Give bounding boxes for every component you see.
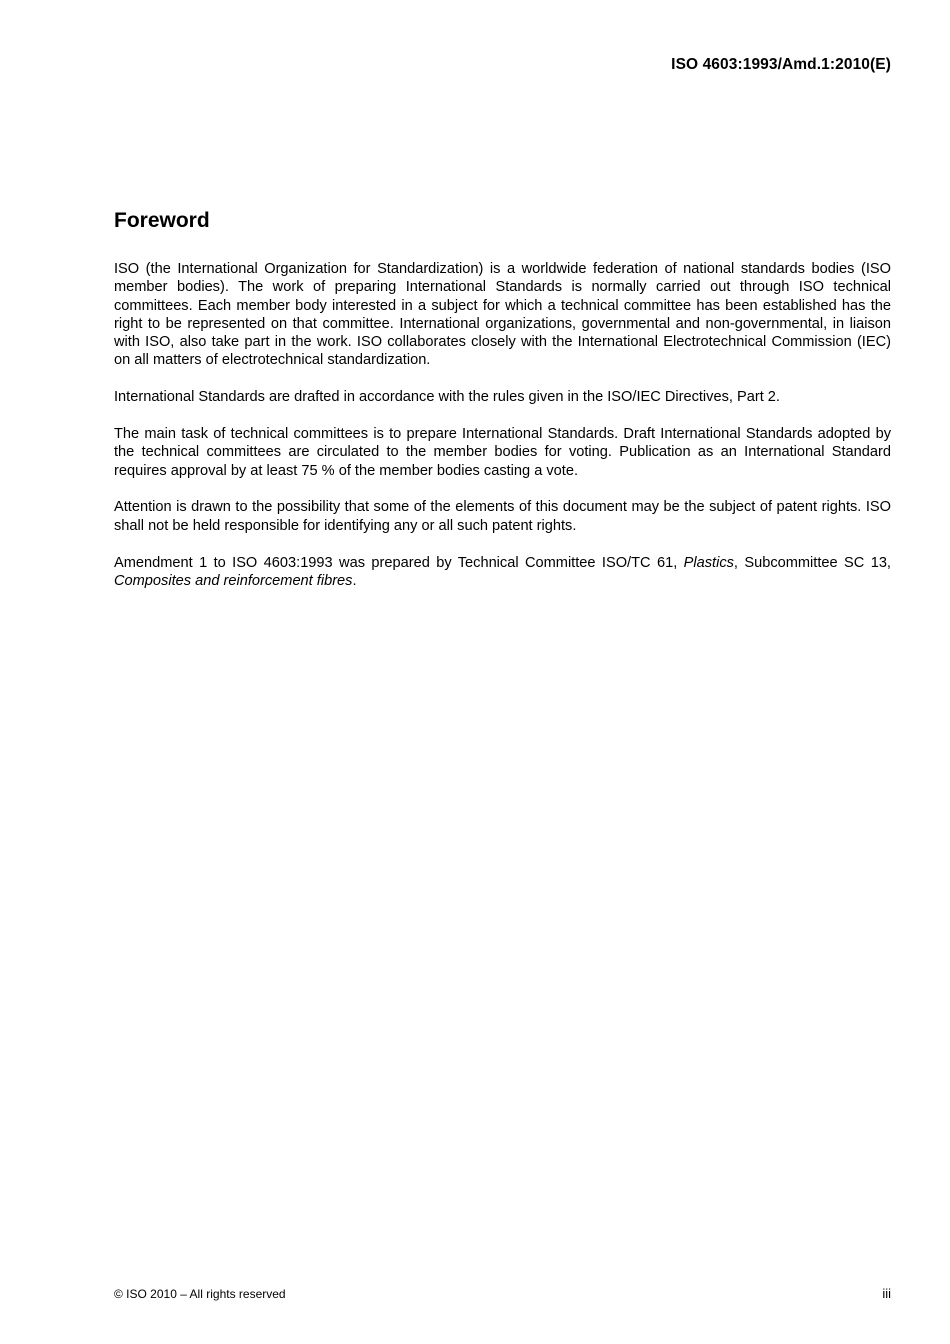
- paragraph-committee-task: The main task of technical committees is to prepare International Standards. Draft International Standards adopted by the technical committees are circulated to the member bodies for voting. Publication as an International Standard requires approval by at least 75 % of the member bodies casting a vote.: [114, 426, 891, 479]
- paragraph-amendment-info: [114, 554, 891, 591]
- page-title: Foreword: [114, 209, 210, 232]
- foreword-body: [114, 260, 891, 609]
- paragraph-iso-description: ISO (the International Organization for Standardization) is a worldwide federation of national standards bodies (ISO member bodies). The work of preparing International Standards is normally carried out through ISO technical committees. Each member body interested in a subject for which a technical committee has been established has the right to be represented on that committee. International organizations, governmental and non-governmental, in liaison with ISO, also take part in the work. ISO collaborates closely with the International Electrotechnical Commission (IEC) on all matters of electrotechnical standardization.: [114, 261, 891, 369]
- paragraph-patent-rights: Attention is drawn to the possibility that some of the elements of this document may be the subject of patent rights. ISO shall not be held responsible for identifying any or all such patent rights.: [114, 499, 891, 534]
- amendment-text-part3: .: [352, 572, 357, 589]
- paragraph-drafting-rules: International Standards are drafted in accordance with the rules given in the ISO/IEC Directives, Part 2.: [114, 389, 780, 406]
- amendment-subcommittee-name: Composites and reinforcement fibres: [114, 572, 353, 589]
- footer-page-number: iii: [882, 1286, 891, 1301]
- amendment-text-part1: Amendment 1 to ISO 4603:1993 was prepared by Technical Committee ISO/TC 61,: [114, 554, 684, 571]
- footer-copyright: © ISO 2010 – All rights reserved: [114, 1287, 286, 1301]
- amendment-text-part2: , Subcommittee SC 13,: [733, 554, 891, 571]
- document-id-header: ISO 4603:1993/Amd.1:2010(E): [671, 56, 891, 73]
- amendment-committee-name: Plastics: [683, 554, 734, 571]
